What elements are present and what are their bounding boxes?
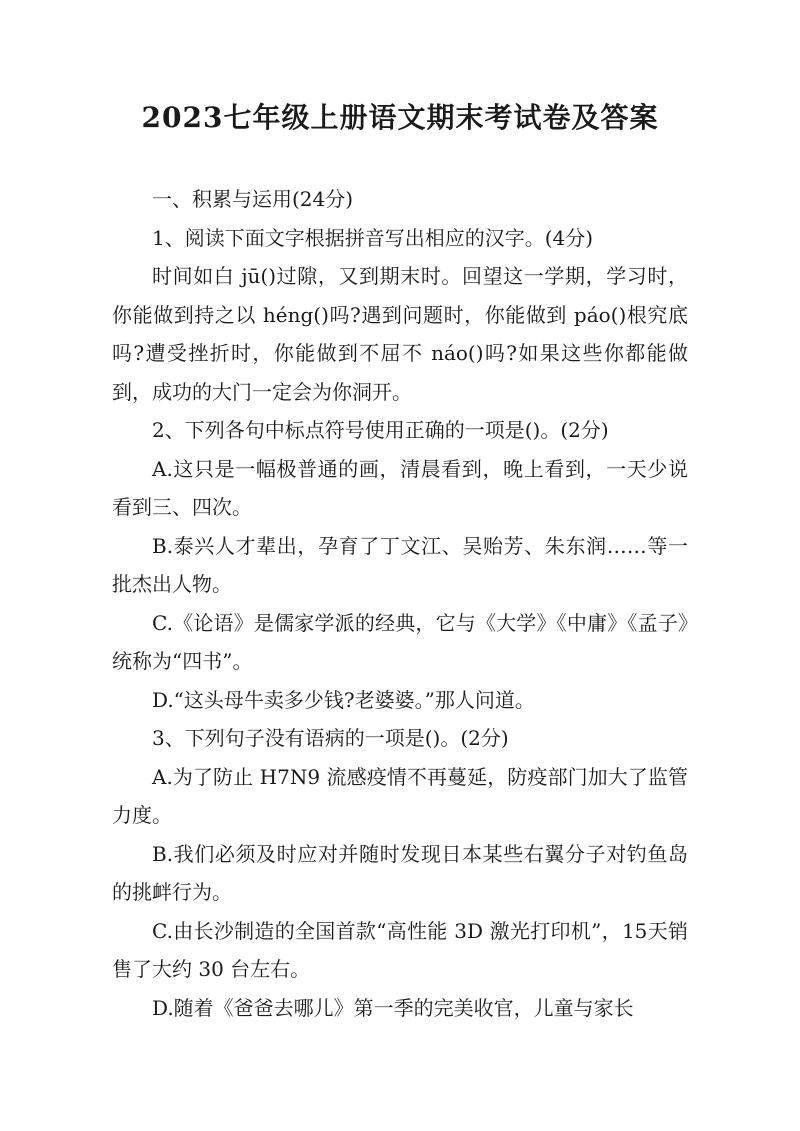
question-3: 3、下列句子没有语病的一项是()。(2分) <box>152 726 509 750</box>
question-3-option-b: B.我们必须及时应对并随时发现日本某些右翼分子对钓鱼岛的挑衅行为。 <box>112 841 688 904</box>
question-2: 2、下列各句中标点符号使用正确的一项是()。(2分) <box>152 418 609 442</box>
document-title: 2023七年级上册语文期末考试卷及答案 <box>141 101 659 134</box>
section-heading: 一、积累与运用(24分) <box>152 187 354 211</box>
document-body <box>112 180 688 1027</box>
question-3-option-a: A.为了防止 H7N9 流感疫情不再蔓延，防疫部门加大了监管力度。 <box>112 764 688 827</box>
question-1-passage: 时间如白 jū()过隙，又到期末时。回望这一学期，学习时，你能做到持之以 héng()吗?遇到问题时，你能做到 páo()根究底吗?遭受挫折时，你能做到不屈不 náo()吗?如果这些你都能做到，成功的大门一定会为你洞开。 <box>112 264 688 404</box>
question-2-option-d: D.“这头母牛卖多少钱?老婆婆。”那人问道。 <box>152 687 535 712</box>
question-3-option-d: D.随着《爸爸去哪儿》第一季的完美收官，儿童与家长 <box>152 995 634 1020</box>
question-3-option-c: C.由长沙制造的全国首款“高性能 3D 激光打印机”，15天销售了大约 30 台左右。 <box>112 918 688 981</box>
question-2-option-c: C.《论语》是儒家学派的经典，它与《大学》《中庸》《孟子》统称为“四书”。 <box>112 610 688 673</box>
question-2-option-a: A.这只是一幅极普通的画，清晨看到，晚上看到，一天少说看到三、四次。 <box>112 456 688 519</box>
question-2-option-b: B.泰兴人才辈出，孕育了丁文江、吴贻芳、朱东润……等一批杰出人物。 <box>112 533 688 596</box>
question-1: 1、阅读下面文字根据拼音写出相应的汉字。(4分) <box>152 225 594 250</box>
